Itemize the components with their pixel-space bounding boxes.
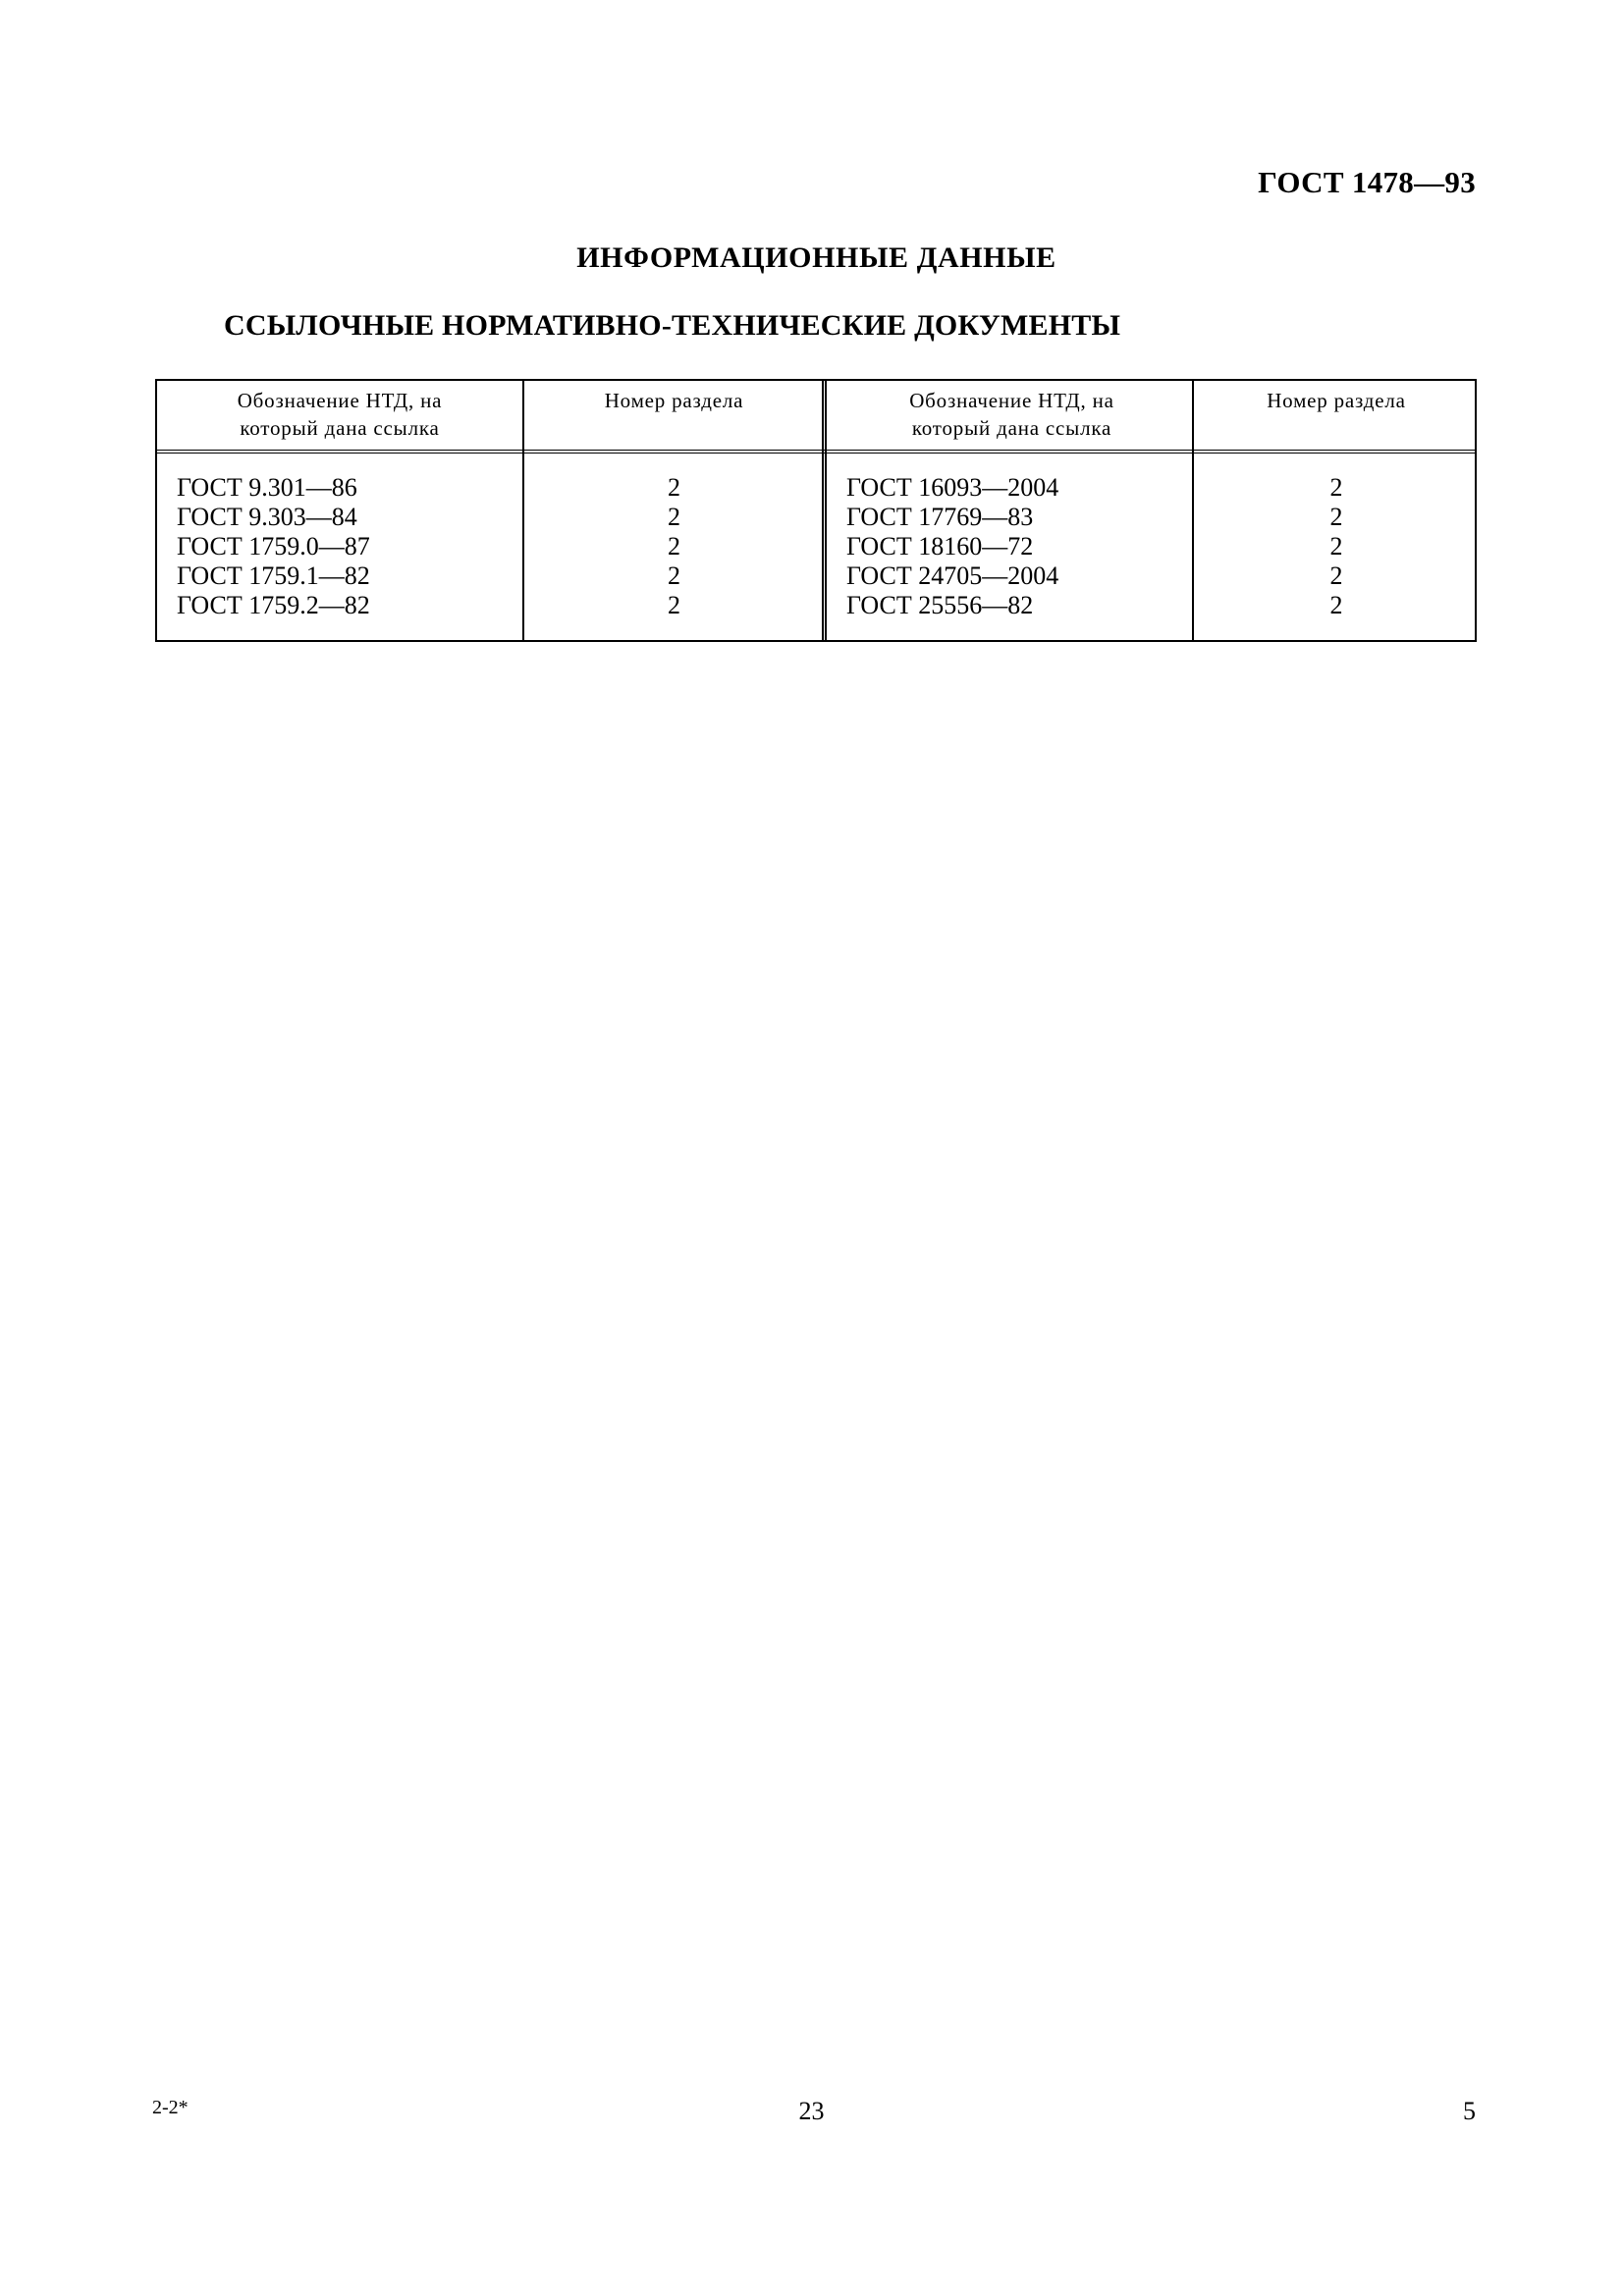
table-cell-section: 2 [1329, 503, 1343, 531]
table-cell-doc: ГОСТ 18160—72 [846, 532, 1034, 561]
doc-list [846, 473, 1058, 620]
section-subtitle: ССЫЛОЧНЫЕ НОРМАТИВНО-ТЕХНИЧЕСКИЕ ДОКУМЕНТЫ [224, 309, 1121, 342]
table-cell-section: 2 [668, 561, 680, 590]
table-cell-doc: ГОСТ 17769—83 [846, 503, 1034, 531]
column-section-left [522, 381, 824, 640]
section-list [1194, 473, 1479, 620]
table-cell-section: 2 [668, 503, 680, 531]
doc-list [177, 473, 370, 620]
table-cell-doc: ГОСТ 16093—2004 [846, 473, 1059, 502]
column-header [524, 387, 824, 414]
table-cell-doc: ГОСТ 1759.1—82 [177, 561, 370, 590]
table-cell-section: 2 [1329, 532, 1343, 561]
table-cell-doc: ГОСТ 9.301—86 [177, 473, 357, 502]
column-doc-right [822, 381, 1197, 640]
footer-signature-mark: 2-2* [152, 2097, 189, 2118]
section-title: ИНФОРМАЦИОННЫЕ ДАННЫЕ [576, 241, 1056, 274]
column-doc-left [157, 381, 522, 640]
table-cell-section: 2 [1329, 591, 1343, 619]
column-header-line: Номер раздела [1267, 389, 1406, 412]
section-list [524, 473, 824, 620]
column-header-line: Обозначение НТД, на [909, 389, 1114, 412]
document-code: ГОСТ 1478—93 [1258, 165, 1476, 199]
column-header [1194, 387, 1479, 414]
table-cell-section: 2 [1329, 561, 1343, 590]
column-header-line: Номер раздела [604, 389, 744, 412]
column-header-line: который дана ссылка [240, 416, 440, 440]
table-cell-section: 2 [1329, 473, 1343, 502]
column-header [827, 387, 1197, 442]
table-cell-section: 2 [668, 591, 680, 619]
column-header [157, 387, 522, 442]
table-cell-section: 2 [668, 532, 680, 561]
column-header-line: Обозначение НТД, на [237, 389, 443, 412]
table-cell-doc: ГОСТ 1759.0—87 [177, 532, 370, 561]
footer-sheet-number: 5 [1463, 2097, 1476, 2125]
references-table [155, 379, 1477, 642]
table-cell-doc: ГОСТ 9.303—84 [177, 503, 357, 531]
table-cell-doc: ГОСТ 24705—2004 [846, 561, 1059, 590]
table-cell-doc: ГОСТ 1759.2—82 [177, 591, 370, 619]
table-cell-section: 2 [668, 473, 680, 502]
column-section-right [1192, 381, 1479, 640]
table-cell-doc: ГОСТ 25556—82 [846, 591, 1034, 619]
column-header-line: который дана ссылка [911, 416, 1112, 440]
footer-page-number: 23 [798, 2097, 825, 2125]
